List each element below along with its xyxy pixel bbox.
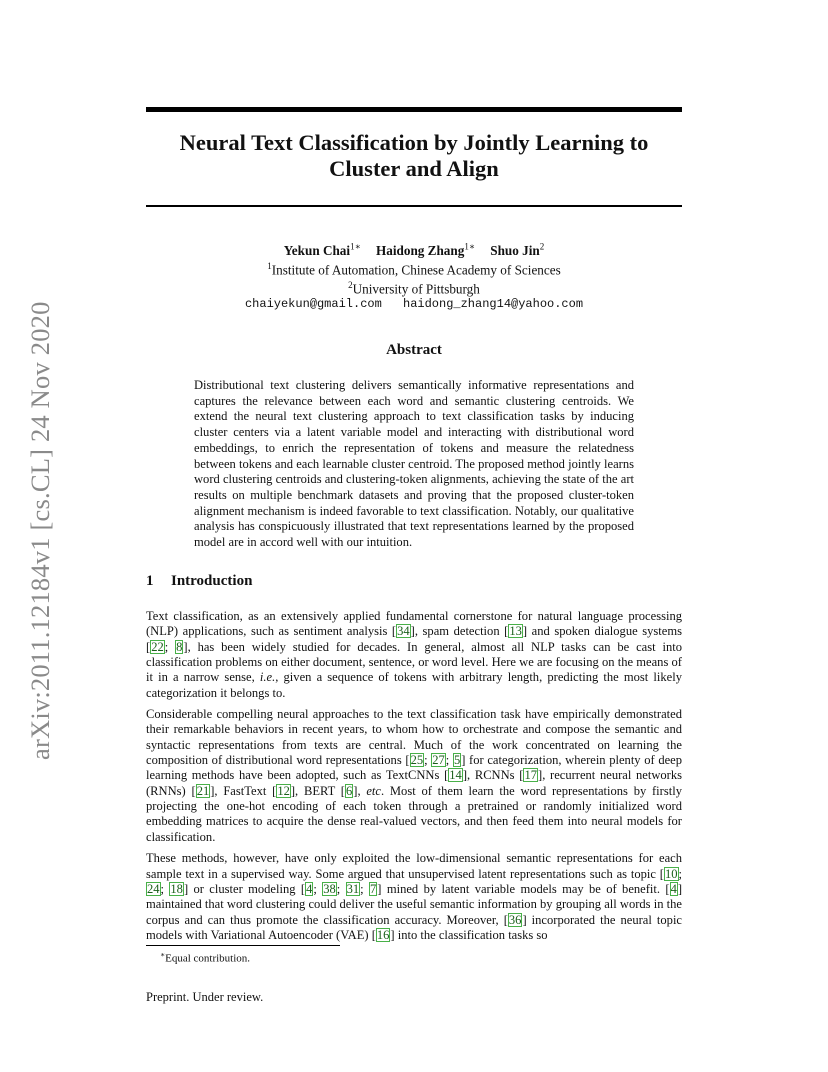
citation-link[interactable]: 4 xyxy=(670,881,677,896)
citation-link[interactable]: 7 xyxy=(370,881,377,896)
title-line-2: Cluster and Align xyxy=(329,156,499,181)
citation-link[interactable]: 36 xyxy=(508,912,522,927)
citation-link[interactable]: 38 xyxy=(323,881,336,896)
paragraph: Text classification, as an extensively applied fundamental cornerstone for natural language processing (NLP) applications, such as sentiment analysis [34], spam detection [13] and spoken dialogue systems [22; 8], has been widely studied for decades. In general, almost all NLP tasks can be cast into classification problems on either document, sentence, or word level. Here we are focusing on the means of it in a narrow sense, i.e., given a sequence of tokens with arbitrary length, predicting the most likely categorization it belongs to. xyxy=(146,609,682,700)
author-emails xyxy=(146,297,682,313)
citation-link[interactable]: 24 xyxy=(147,881,160,896)
preprint-notice: Preprint. Under review. xyxy=(146,990,264,1004)
citation-link[interactable]: 14 xyxy=(449,768,462,783)
email: chaiyekun@gmail.com xyxy=(244,296,382,311)
author-names xyxy=(146,240,682,259)
author: Haidong Zhang$^{1∗}$ xyxy=(376,242,475,259)
citation-link[interactable]: 12 xyxy=(277,783,290,798)
citation-link[interactable]: 31 xyxy=(346,881,360,896)
citation-link[interactable]: 27 xyxy=(432,753,445,768)
paper-title xyxy=(146,130,682,182)
abstract-heading: Abstract xyxy=(386,342,442,358)
author: Yekun Chai$^{1∗}$ xyxy=(283,242,361,259)
body-text xyxy=(146,609,682,949)
title-line-1: Neural Text Classification by Jointly Learning to xyxy=(179,130,649,155)
citation-link[interactable]: 16 xyxy=(376,927,390,942)
arxiv-identifier: arXiv:2011.12184v1 [cs.CL] 24 Nov 2020 xyxy=(25,301,55,760)
citation-link[interactable]: 18 xyxy=(170,881,183,896)
footnote: ∗Equal contribution. xyxy=(160,950,251,965)
affiliation-1: $^1$Institute of Automation, Chinese Academy of Sciences xyxy=(267,260,561,278)
affiliation-2: $^2$University of Pittsburgh xyxy=(348,279,480,297)
citation-link[interactable]: 4 xyxy=(306,881,313,896)
section-number: 1 xyxy=(146,573,154,589)
citation-link[interactable]: 6 xyxy=(345,783,353,798)
citation-link[interactable]: 34 xyxy=(397,624,410,639)
citation-link[interactable]: 13 xyxy=(509,624,522,639)
citation-link[interactable]: 5 xyxy=(453,753,461,768)
citation-link[interactable]: 25 xyxy=(410,753,424,768)
section-title: Introduction xyxy=(171,573,253,589)
paragraph: Considerable compelling neural approaches to the text classification task have empirically demonstrated their remarkable behaviors in recent years, to whom how to orchestrate and compose the semantic and syntactic representations from texts are central. Much of the work concentrated on learning the composition of distributional word representations [25; 27; 5] for categorization, wherein plenty of deep learning methods have been adopted, such as TextCNNs [14], RCNNs [17], recurrent neural networks (RNNs) [21], FastText [12], BERT [6], etc. Most of them learn the word representations by firstly projecting the one-hot encoding of each token through a pretrained or randomly initialized word embedding matrices to acquire the dense real-valued vectors, and then feed them into neural models for classification. xyxy=(146,707,683,844)
section-heading xyxy=(146,573,682,590)
footnote-rule xyxy=(146,945,340,946)
citation-link[interactable]: 10 xyxy=(664,866,678,881)
title-rule-top xyxy=(146,107,682,112)
title-rule-bottom xyxy=(146,205,682,207)
author-block xyxy=(146,240,682,312)
citation-link[interactable]: 8 xyxy=(176,639,183,654)
paragraph: These methods, however, have only exploited the low-dimensional semantic representations for each sample text in a supervised way. Some argued that unsupervised latent representations such as topic [10; 24; 18] or cluster modeling [4; 38; 31; 7] mined by latent variable models may be of benefit. [4] maintained that word clustering could deliver the useful semantic information by grouping all words in the corpus and can thus promote the classification accuracy. Moreover, [36] incorporated the neural topic models with Variational Autoencoder (VAE) [16] into the classification tasks so xyxy=(146,851,683,942)
citation-link[interactable]: 22 xyxy=(151,639,164,654)
citation-link[interactable]: 17 xyxy=(524,768,537,783)
email: haidong_zhang14@yahoo.com xyxy=(403,296,584,311)
citation-link[interactable]: 21 xyxy=(196,783,210,798)
author: Shuo Jin$^2$ xyxy=(490,242,545,259)
abstract-text: Distributional text clustering delivers semantically informative representations and captures the relevance between each word and semantic clustering centroids. We extend the neural text clustering approach to text classification tasks by inducing cluster centers via a latent variable model and interacting with distributional word embeddings, to enrich the representation of tokens and measure the relatedness between tokens and each learnable cluster centroid. The proposed method jointly learns word clustering centroids and clustering-token alignments, achieving the state of the art results on multiple benchmark datasets and proving that the proposed cluster-token alignment mechanism is indeed favorable to text classification. Notably, our qualitative analysis has conspicuously illustrated that text representations learned by the proposed model are in accord well with our intuition. xyxy=(194,378,634,550)
